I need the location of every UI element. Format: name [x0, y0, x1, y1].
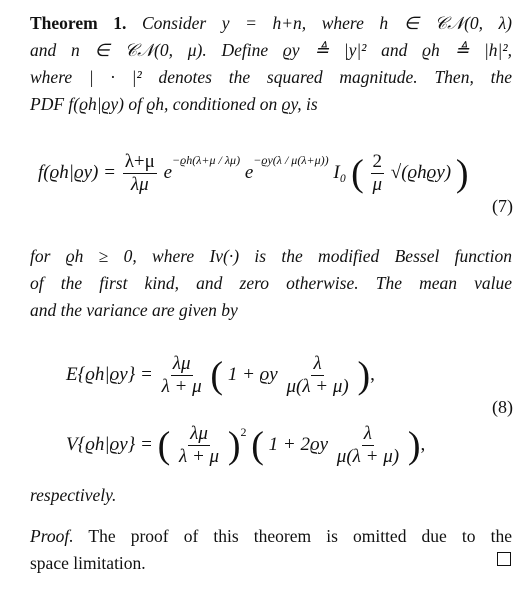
eq7-bessel: I₀ — [333, 161, 347, 183]
bessel-paragraph — [30, 243, 512, 324]
eq7-exponent-2: −ϱy(λ / μ(λ+μ)) — [253, 152, 329, 167]
paragraph2-line-3: and the variance are given by — [30, 300, 238, 320]
theorem-line-1: Consider y = h+n, where h ∈ 𝒞𝒩(0, λ) — [142, 13, 513, 33]
eq8-var-lhs: V{ϱh|ϱy} = — [66, 433, 153, 455]
theorem-label: Theorem 1. — [30, 13, 127, 33]
proof-label: Proof. — [30, 526, 74, 546]
equation-number-8: (8) — [492, 397, 513, 417]
proof-line-1: The proof of this theorem is omitted due to the — [88, 526, 512, 546]
proof-paragraph — [30, 523, 512, 577]
eq7-sqrt: √(ϱhϱy) — [390, 161, 452, 183]
theorem-line-3: where | · |² denotes the squared magnitude. Then, the — [30, 67, 512, 87]
eq7-fraction: $\frac{\lambda+\mu}{\lambda\mu}$ — [124, 151, 155, 195]
proof-line-2: space limitation. — [30, 553, 146, 573]
eq7-lhs: f(ϱh|ϱy) = — [38, 161, 116, 183]
eq7-exponent-1: −ϱh(λ+μ / λμ) — [172, 152, 241, 167]
eq7-bessel-fraction: $\frac{2}{\mu}$ — [372, 151, 383, 195]
qed-box-icon — [497, 552, 511, 566]
eq8-mean-lhs: E{ϱh|ϱy} = — [66, 363, 153, 385]
equation-number-7: (7) — [492, 196, 513, 216]
theorem-line-4: PDF f(ϱh|ϱy) of ϱh, conditioned on ϱy, is — [30, 94, 318, 114]
equation-7: f(ϱh|ϱy) = $\frac{\lambda+\mu}{\lambda\mu}$ $e^{-ϱh(\lambda+\mu / \lambda\mu)}$ $e^{-ϱy(\lambda / \mu(\lambda+\mu))}$ I₀ ( $\frac{2}{\mu}$ √(ϱhϱy) ) — [38, 151, 469, 195]
equation-8-mean: E{ϱh|ϱy} = $\frac{\lambda\mu}{\lambda + \mu}$ ( 1 + ϱy $\frac{\lambda}{\mu(\lambda + \mu)}$ ), — [66, 353, 375, 397]
equation-8-variance: V{ϱh|ϱy} = ( $\frac{\lambda\mu}{\lambda + \mu}$ )$^2$ ( 1 + 2ϱy $\frac{\lambda}{\mu(\lambda + \mu)}$ ), — [66, 423, 426, 467]
theorem-paragraph — [30, 10, 512, 118]
respectively-text: respectively. — [30, 485, 117, 505]
paragraph2-line-2: of the first kind, and zero otherwise. The mean value — [30, 273, 512, 293]
theorem-line-2: and n ∈ 𝒞𝒩(0, μ). Define ϱy ≜ |y|² and ϱh ≜ |h|², — [30, 40, 512, 60]
paragraph2-line-1: for ϱh ≥ 0, where Iν(·) is the modified Bessel function — [30, 246, 512, 266]
